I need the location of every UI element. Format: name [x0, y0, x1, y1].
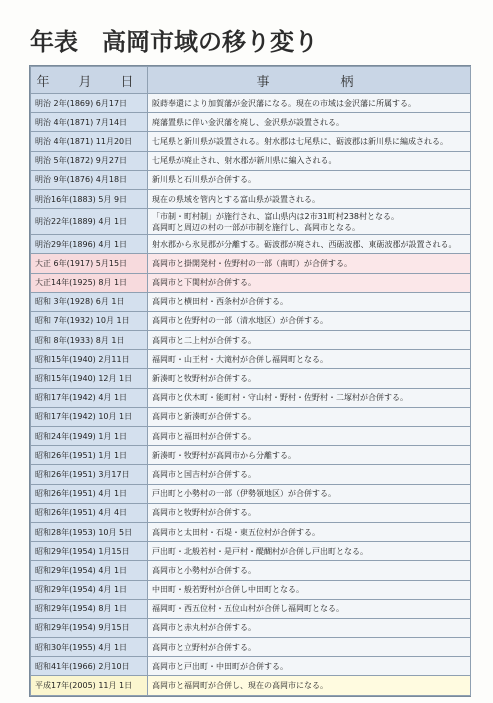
table-row [31, 599, 471, 618]
row-date: 昭和 8年(1933) 8月 1日 [31, 331, 148, 350]
row-event [148, 657, 471, 676]
table-row [31, 292, 471, 311]
row-event [148, 580, 471, 599]
row-date: 昭和29年(1954) 4月 1日 [31, 561, 148, 580]
row-date: 明治 2年(1869) 6月17日 [31, 94, 148, 113]
row-event-line: 新湊町と牧野村が合併する。 [152, 374, 256, 384]
row-event [148, 427, 471, 446]
row-event-line: 高岡市と牧野村が合併する。 [152, 508, 256, 518]
row-date: 昭和15年(1940) 2月11日 [31, 350, 148, 369]
row-date: 明治 4年(1871) 7月14日 [31, 113, 148, 132]
row-date: 昭和29年(1954) 4月 1日 [31, 580, 148, 599]
table-row [31, 446, 471, 465]
row-event [148, 331, 471, 350]
table-row [31, 542, 471, 561]
table-row [31, 388, 471, 407]
row-event-line: 高岡町と周辺の村の一部が市制を施行し、高岡市となる。 [152, 222, 360, 232]
row-event-line: 七尾県と新川県が設置される。射水郡は七尾県に、砺波郡は新川県に編成される。 [152, 136, 448, 146]
row-event [148, 151, 471, 170]
row-event-line: 福岡町・西五位村・五位山村が合併し福岡町となる。 [152, 604, 344, 614]
row-event-line: 高岡市と立野村が合併する。 [152, 642, 256, 652]
row-event [148, 618, 471, 637]
row-event [148, 350, 471, 369]
row-event [148, 465, 471, 484]
table-row [31, 657, 471, 676]
table-row [31, 311, 471, 330]
row-event-line: 高岡市と二上村が合併する。 [152, 335, 256, 345]
row-event [148, 311, 471, 330]
row-date: 明治 9年(1876) 4月18日 [31, 170, 148, 189]
row-date: 昭和29年(1954) 8月 1日 [31, 599, 148, 618]
row-event-line: 戸出町・北般若村・是戸村・醍醐村が合併し戸出町となる。 [152, 546, 368, 556]
table-row [31, 503, 471, 522]
row-event [148, 638, 471, 657]
row-date: 昭和24年(1949) 1月 1日 [31, 427, 148, 446]
row-event-line: 射水郡から氷見郡が分離する。砺波郡が廃され、西砺波郡、東砺波郡が設置される。 [152, 239, 457, 249]
row-date: 明治 5年(1872) 9月27日 [31, 151, 148, 170]
row-event [148, 235, 471, 254]
row-event-line: 高岡市と戸出町・中田町が合併する。 [152, 661, 288, 671]
row-date: 昭和26年(1951) 1月 1日 [31, 446, 148, 465]
row-event [148, 503, 471, 522]
table-row [31, 132, 471, 151]
row-event-line: 高岡市と佐野村の一部（清水地区）が合併する。 [152, 316, 328, 326]
table-row [31, 618, 471, 637]
row-event [148, 542, 471, 561]
row-event [148, 522, 471, 541]
row-event-line: 廃藩置県に伴い金沢藩を廃し、金沢県が設置される。 [152, 117, 344, 127]
table-row [31, 235, 471, 254]
row-event [148, 599, 471, 618]
table-row [31, 151, 471, 170]
table-header-row [31, 67, 471, 94]
table-row [31, 561, 471, 580]
row-event-line: 高岡市と太田村・石堤・東五位村が合併する。 [152, 527, 320, 537]
row-event [148, 292, 471, 311]
row-date: 昭和17年(1942) 4月 1日 [31, 388, 148, 407]
row-date: 平成17年(2005) 11月 1日 [31, 676, 148, 695]
row-event [148, 407, 471, 426]
row-event [148, 94, 471, 113]
row-date: 明治29年(1896) 4月 1日 [31, 235, 148, 254]
row-event [148, 170, 471, 189]
row-event-line: 現在の県域を管内とする富山県が設置される。 [152, 194, 320, 204]
table-row [31, 94, 471, 113]
row-event-line: 高岡市と福岡町が合併し、現在の高岡市になる。 [152, 681, 328, 691]
row-event [148, 561, 471, 580]
row-event-line: 中田町・般若野村が合併し中田町となる。 [152, 585, 304, 595]
table-row [31, 676, 471, 695]
row-event [148, 189, 471, 208]
row-date: 昭和26年(1951) 4月 1日 [31, 484, 148, 503]
row-date: 昭和 7年(1932) 10月 1日 [31, 311, 148, 330]
timeline-table [29, 65, 471, 697]
row-date: 昭和15年(1940) 12月 1日 [31, 369, 148, 388]
row-event-line: 七尾県が廃止され、射水郡が新川県に編入される。 [152, 156, 337, 166]
row-date: 昭和30年(1955) 4月 1日 [31, 638, 148, 657]
row-event [148, 446, 471, 465]
table-row [31, 465, 471, 484]
row-event [148, 132, 471, 151]
row-date: 昭和 3年(1928) 6月 1日 [31, 292, 148, 311]
table-row [31, 170, 471, 189]
row-event [148, 484, 471, 503]
row-event-line: 高岡市と下関村が合併する。 [152, 278, 256, 288]
row-event-line: 「市制・町村制」が施行され、富山県内は2市31町村238村となる。 [152, 211, 400, 221]
row-event [148, 273, 471, 292]
table-row [31, 427, 471, 446]
row-event-line: 高岡市と伏木町・能町村・守山村・野村・佐野村・二塚村が合併する。 [152, 393, 408, 403]
row-date: 明治16年(1883) 5月 9日 [31, 189, 148, 208]
row-event [148, 254, 471, 273]
row-event-line: 福岡町・山王村・大滝村が合併し福岡町となる。 [152, 354, 328, 364]
row-date: 昭和41年(1966) 2月10日 [31, 657, 148, 676]
table-row [31, 350, 471, 369]
table-row [31, 209, 471, 235]
row-event [148, 676, 471, 695]
table-row [31, 638, 471, 657]
row-event [148, 209, 471, 235]
page-title: 年表 高岡市域の移り変り [30, 27, 318, 56]
table-row [31, 484, 471, 503]
table-row [31, 113, 471, 132]
date-column-header: 年 月 日 [31, 67, 148, 94]
row-event-line: 新湊町・牧野村が高岡市から分離する。 [152, 450, 296, 460]
row-event-line: 高岡市と小勢村が合併する。 [152, 565, 256, 575]
row-date: 明治 4年(1871) 11月20日 [31, 132, 148, 151]
row-date: 昭和26年(1951) 3月17日 [31, 465, 148, 484]
table-row [31, 273, 471, 292]
row-date: 明治22年(1889) 4月 1日 [31, 209, 148, 235]
table-body [31, 94, 471, 696]
row-event [148, 369, 471, 388]
row-event [148, 388, 471, 407]
table-row [31, 407, 471, 426]
row-event [148, 113, 471, 132]
row-event-line: 戸出町と小勢村の一部（伊勢領地区）が合併する。 [152, 489, 336, 499]
table-row [31, 189, 471, 208]
table-row [31, 331, 471, 350]
row-event-line: 高岡市と横田村・西条村が合併する。 [152, 297, 288, 307]
row-date: 大正14年(1925) 8月 1日 [31, 273, 148, 292]
table-row [31, 522, 471, 541]
row-date: 昭和28年(1953) 10月 5日 [31, 522, 148, 541]
row-event-line: 高岡市と新湊町が合併する。 [152, 412, 256, 422]
table-row [31, 369, 471, 388]
row-event-line: 阪蒔奉還により加賀藩が金沢藩になる。現在の市域は金沢藩に所属する。 [152, 98, 416, 108]
event-column-header: 事 柄 [148, 67, 471, 94]
row-event-line: 高岡市と掛開発村・佐野村の一部（南町）が合併する。 [152, 258, 352, 268]
row-date: 大正 6年(1917) 5月15日 [31, 254, 148, 273]
row-date: 昭和17年(1942) 10月 1日 [31, 407, 148, 426]
row-event-line: 高岡市と赤丸村が合併する。 [152, 623, 256, 633]
table-row [31, 580, 471, 599]
row-event-line: 高岡市と福田村が合併する。 [152, 431, 256, 441]
row-date: 昭和29年(1954) 1月15日 [31, 542, 148, 561]
row-date: 昭和29年(1954) 9月15日 [31, 618, 148, 637]
row-event-line: 高岡市と国吉村が合併する。 [152, 469, 256, 479]
row-event-line: 新川県と石川県が合併する。 [152, 175, 256, 185]
table-row [31, 254, 471, 273]
row-date: 昭和26年(1951) 4月 4日 [31, 503, 148, 522]
